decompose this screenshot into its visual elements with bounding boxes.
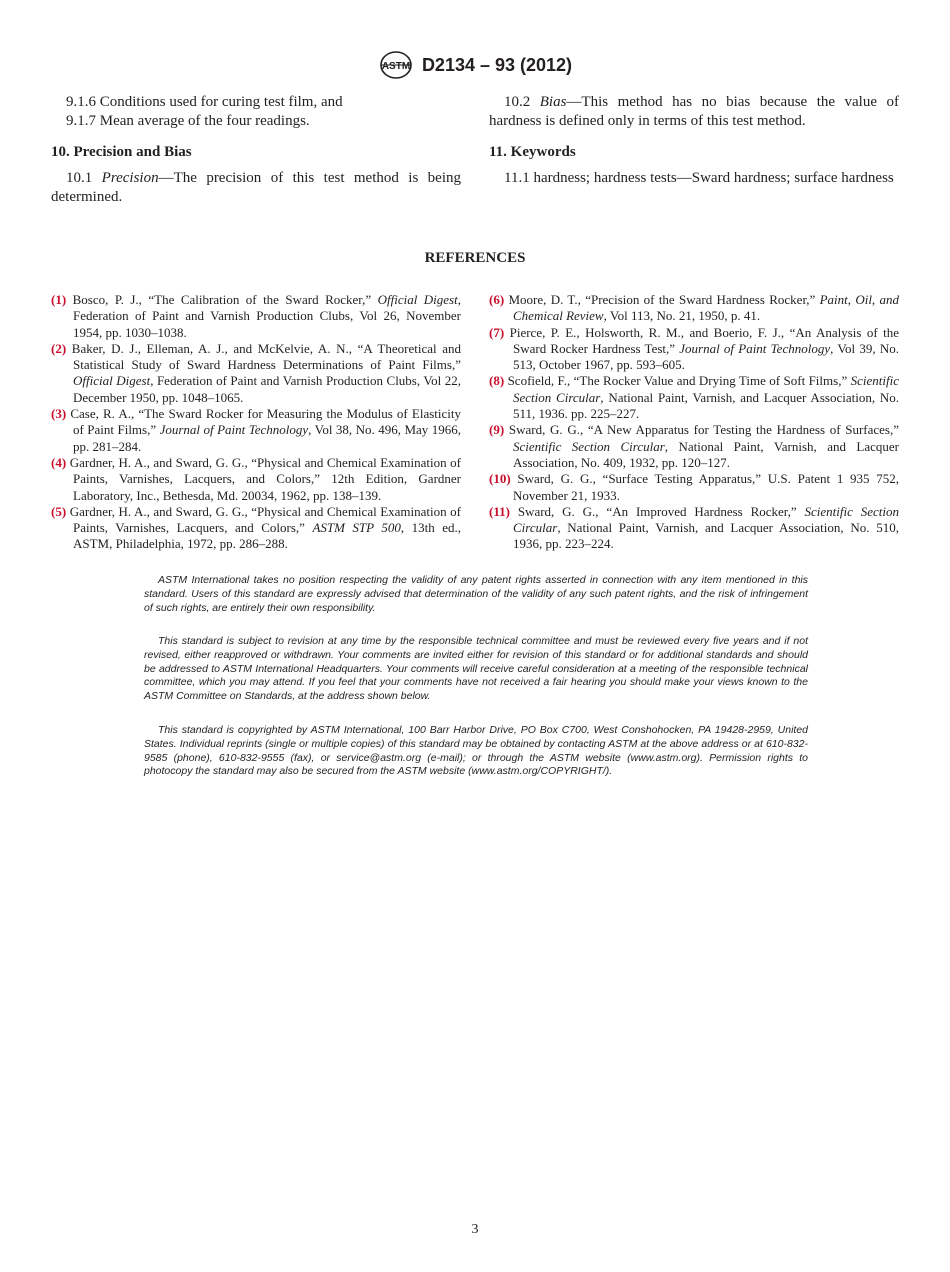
reference-item: (6) Moore, D. T., “Precision of the Sward Hardness Rocker,” Paint, Oil, and Chemical Review, Vol 113, No. 21, 1950, p. 41. [489,292,899,324]
reference-item: (2) Baker, D. J., Elleman, A. J., and McKelvie, A. N., “A Theoretical and Statistical Study of Sward Hardness Determinations of Paint Films,” Official Digest, Federation of Paint and Varnish Production Clubs, Vol 22, December 1950, pp. 1048–1065. [51,340,461,405]
reference-item: (11) Sward, G. G., “An Improved Hardness Rocker,” Scientific Section Circular, National Paint, Varnish, and Lacquer Association, No. 510, 1936, pp. 223–224. [489,503,899,552]
references-right-column [489,292,899,553]
copyright-notice: This standard is copyrighted by ASTM International, 100 Barr Harbor Drive, PO Box C700, West Conshohocken, PA 19428-2959, United States. Individual reprints (single or multiple copies) of this standard may be obtained by contacting ASTM at the above address or at 610-832-9585 (phone), 610-832-9555 (fax), or service@astm.org (e-mail); or through the ASTM website (www.astm.org). Permission rights to photocopy the standard may also be secured from the ASTM website (www.astm.org/COPYRIGHT/). [144,724,808,778]
astm-logo-icon [378,50,414,80]
section-10-heading: 10. Precision and Bias [51,144,192,160]
item-9-1-7: 9.1.7 Mean average of the four readings. [66,113,310,129]
reference-item: (1) Bosco, P. J., “The Calibration of the Sward Rocker,” Official Digest, Federation of Paint and Varnish Production Clubs, Vol 26, November 1954, pp. 1030–1038. [51,292,461,340]
reference-item: (7) Pierce, P. E., Holsworth, R. M., and Boerio, F. J., “An Analysis of the Sward Rocker Hardness Test,” Journal of Paint Technology, Vol 39, No. 513, October 1967, pp. 593–605. [489,324,900,373]
references-left-column [51,292,461,553]
revision-notice: This standard is subject to revision at any time by the responsible technical committee and must be reviewed every five years and if not revised, either reapproved or withdrawn. Your comments are invited either for revision of this standard or for additional standards and should be addressed to ASTM International Headquarters. Your comments will receive careful consideration at a meeting of the responsible technical committee, which you may attend. If you feel that your comments have not received a fair hearing you should make your views known to the ASTM Committee on Standards, at the address shown below. [144,635,808,703]
patent-notice: ASTM International takes no position respecting the validity of any patent rights asserted in connection with any item mentioned in this standard. Users of this standard are expressly advised that determination of the validity of any such patent rights, and the risk of infringement of such rights, are entirely their own responsibility. [144,574,808,614]
svg-text:ASTM: ASTM [381,61,411,72]
page-header [0,50,950,80]
reference-item: (9) Sward, G. G., “A New Apparatus for Testing the Hardness of Surfaces,” Scientific Section Circular, National Paint, Varnish, and Lacquer Association, No. 409, 1932, pp. 120–127. [489,422,899,470]
reference-item: (4) Gardner, H. A., and Sward, G. G., “Physical and Chemical Examination of Paints, Varnishes, Lacquers, and Colors,” 12th Edition, Gardner Laboratory, Inc., Bethesda, Md. 20034, 1962, pp. 138–139. [51,454,462,503]
paragraph-11-1: 11.1 hardness; hardness tests—Sward hardness; surface hardness [504,170,894,186]
paragraph-10-1: 10.1 Precision—The precision of this test method is being determined. [51,170,462,205]
paragraph-10-2: 10.2 Bias—This method has no bias because the value of hardness is defined only in terms of this test method. [489,94,899,129]
reference-item: (3) Case, R. A., “The Sward Rocker for Measuring the Modulus of Elasticity of Paint Films,” Journal of Paint Technology, Vol 38, No. 496, May 1966, pp. 281–284. [51,406,461,454]
reference-item: (10) Sward, G. G., “Surface Testing Apparatus,” U.S. Patent 1 935 752, November 21, 1933. [489,471,900,503]
page-number: 3 [471,1222,479,1237]
item-9-1-6: 9.1.6 Conditions used for curing test film, and [66,94,343,110]
section-11-heading: 11. Keywords [489,144,576,160]
reference-item: (8) Scofield, F., “The Rocker Value and Drying Time of Soft Films,” Scientific Section Circular, National Paint, Varnish, and Lacquer Association, No. 511, 1936. pp. 225–227. [489,373,899,422]
left-column [51,93,461,207]
document-designation: D2134 – 93 (2012) [421,54,573,75]
right-column [489,93,899,188]
references-title: REFERENCES [424,250,526,266]
reference-item: (5) Gardner, H. A., and Sward, G. G., “Physical and Chemical Examination of Paints, Varnishes, Lacquers, and Colors,” ASTM STP 500, 13th ed., ASTM, Philadelphia, 1972, pp. 286–288. [51,503,462,552]
